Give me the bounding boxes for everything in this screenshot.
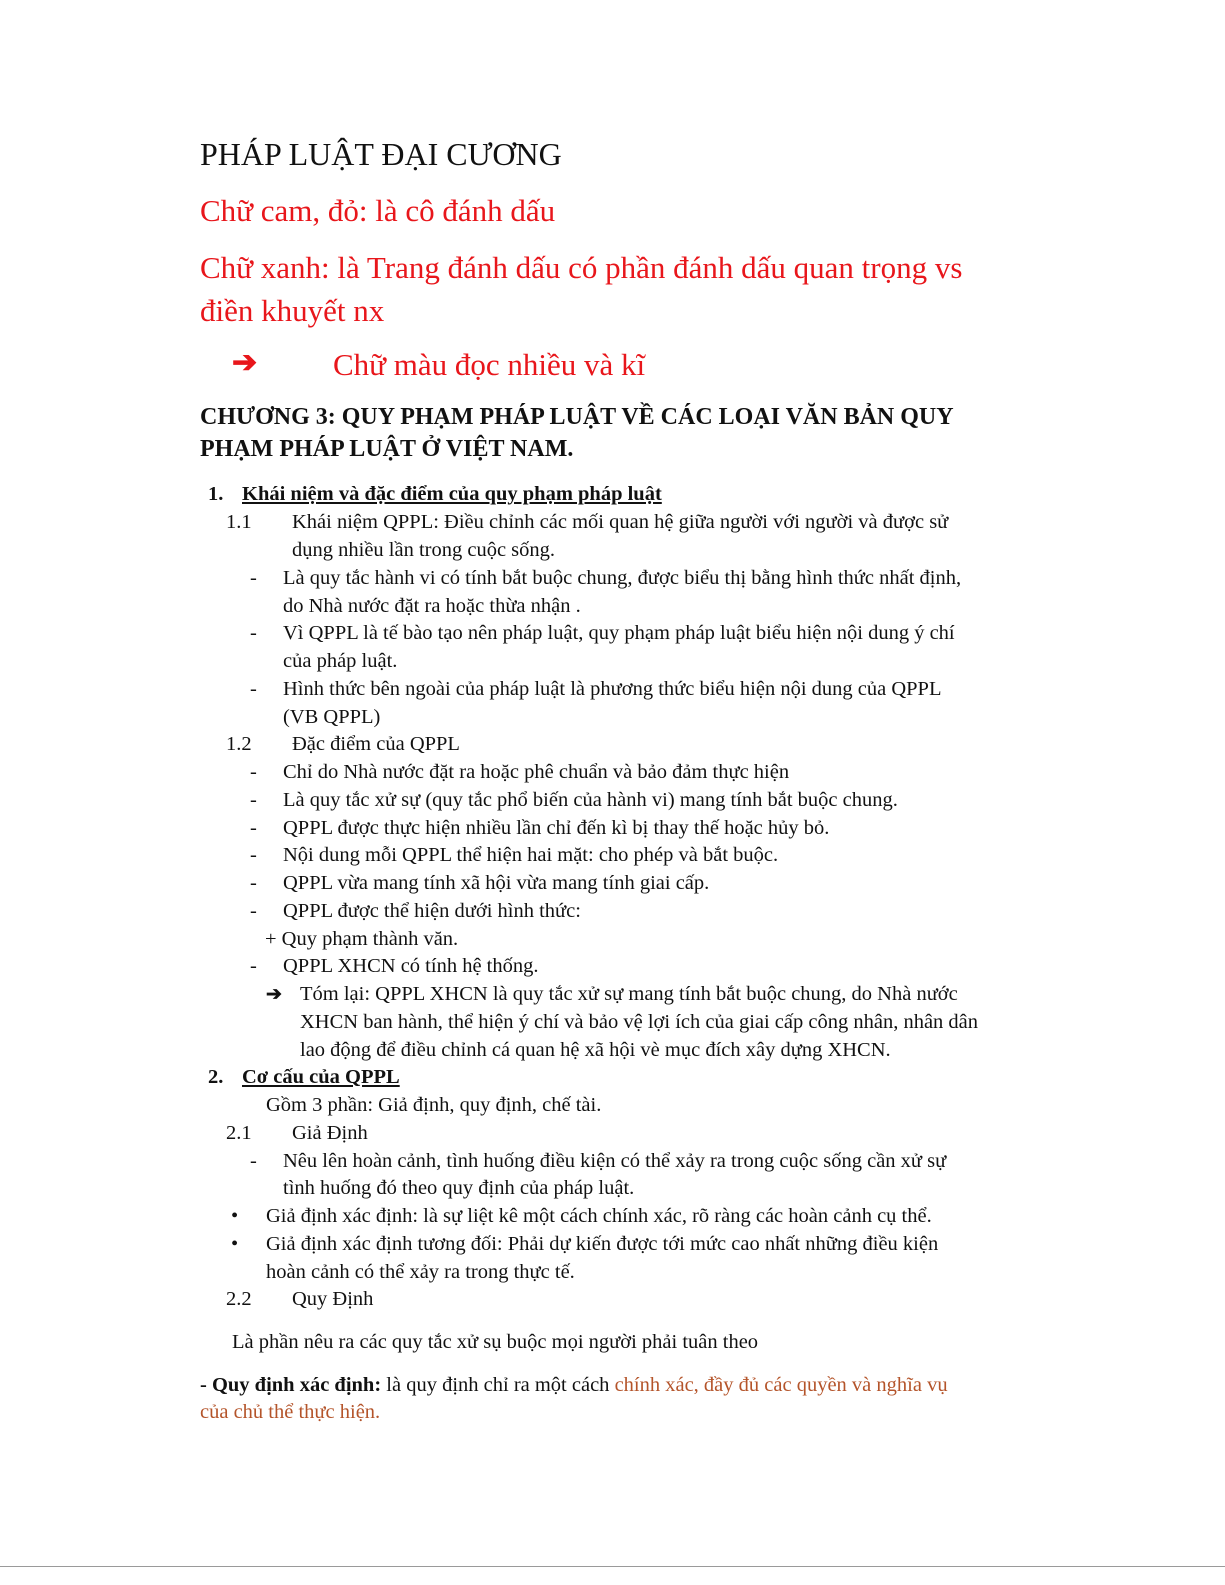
bullet-text: Là quy tắc xử sự (quy tắc phổ biến của hành vi) mang tính bắt buộc chung. [283,789,898,811]
summary-line-1: Tóm lại: QPPL XHCN là quy tắc xử sự mang tính bắt buộc chung, do Nhà nước [300,983,958,1005]
section-1-title: Khái niệm và đặc điểm của quy phạm pháp luật [242,483,662,505]
definition-highlight-2: của chủ thể thực hiện. [200,1401,381,1423]
dot-bullet-icon: • [231,1233,239,1255]
arrow-right-icon: ➔ [232,346,258,379]
dash-bullet-icon: - [250,761,257,783]
dash-bullet-icon: - [250,844,257,866]
definition-term: Quy định xác định: [211,1374,382,1396]
definition-dash: - [200,1374,212,1396]
dash-bullet-icon: - [250,678,257,700]
subsection-1-1-line-1: Khái niệm QPPL: Điều chỉnh các mối quan hệ giữa người với người và được sử [292,511,949,533]
definition-highlight-1: chính xác, đầy đủ các quyền và nghĩa vụ [614,1374,948,1396]
definition-plain: là quy định chỉ ra một cách [381,1374,615,1396]
subsection-2-1-title: Giả Định [292,1122,368,1144]
plus-item: + Quy phạm thành văn. [265,928,459,950]
bullet-text-cont: (VB QPPL) [283,706,381,728]
subsection-2-2-description: Là phần nêu ra các quy tắc xử sụ buộc mọi người phải tuân theo [232,1331,759,1353]
section-2-intro: Gồm 3 phần: Giả định, quy định, chế tài. [266,1094,602,1116]
dot-item-text: Giả định xác định tương đối: Phải dự kiến được tới mức cao nhất những điều kiện [266,1233,939,1255]
bullet-text: QPPL được thực hiện nhiều lần chỉ đến kì bị thay thế hoặc hủy bỏ. [283,817,830,839]
section-1-number: 1. [208,483,224,505]
section-2-number: 2. [208,1066,224,1088]
dot-item-text: Giả định xác định: là sự liệt kê một cách chính xác, rõ ràng các hoàn cảnh cụ thể. [266,1205,932,1227]
note-line-1: Chữ cam, đỏ: là cô đánh dấu [200,193,556,228]
subsection-2-1-number: 2.1 [226,1122,252,1144]
subsection-1-2-number: 1.2 [226,733,252,755]
bullet-text: Vì QPPL là tế bào tạo nên pháp luật, quy phạm pháp luật biểu hiện nội dung ý chí [283,622,955,644]
dash-bullet-icon: - [250,900,257,922]
dash-bullet-icon: - [250,955,257,977]
bullet-text: Hình thức bên ngoài của pháp luật là phương thức biểu hiện nội dung của QPPL [283,678,942,700]
subsection-1-1-number: 1.1 [226,511,252,533]
bullet-text-cont: do Nhà nước đặt ra hoặc thừa nhận . [283,595,581,617]
bullet-text: QPPL XHCN có tính hệ thống. [283,955,539,977]
note-arrow-text: Chữ màu đọc nhiều và kĩ [333,347,646,382]
bullet-text-cont: của pháp luật. [283,650,398,672]
note-line-2b: điền khuyết nx [200,293,385,328]
dash-bullet-icon: - [250,622,257,644]
subsection-2-2-title: Quy Định [292,1288,374,1310]
chapter-heading-line-1: CHƯƠNG 3: QUY PHẠM PHÁP LUẬT VỀ CÁC LOẠI VĂN BẢN QUY [200,404,954,430]
bullet-text: Nội dung mỗi QPPL thể hiện hai mặt: cho phép và bắt buộc. [283,844,779,866]
dot-bullet-icon: • [231,1205,239,1227]
section-2-title: Cơ cấu của QPPL [242,1066,400,1088]
bullet-text: Nêu lên hoàn cảnh, tình huống điều kiện có thể xảy ra trong cuộc sống cần xử sự [283,1150,947,1172]
bullet-text: Là quy tắc hành vi có tính bắt buộc chung, được biểu thị bằng hình thức nhất định, [283,567,962,589]
subsection-2-2-number: 2.2 [226,1288,252,1310]
dash-bullet-icon: - [250,567,257,589]
note-line-2a: Chữ xanh: là Trang đánh dấu có phần đánh dấu quan trọng vs [200,250,963,285]
bullet-text: QPPL vừa mang tính xã hội vừa mang tính giai cấp. [283,872,710,894]
dot-item-text-cont: hoàn cảnh có thể xảy ra trong thực tế. [266,1261,575,1283]
page-bottom-divider [0,1566,1225,1567]
document-title: PHÁP LUẬT ĐẠI CƯƠNG [200,136,562,172]
dash-bullet-icon: - [250,1150,257,1172]
chapter-heading-line-2: PHẠM PHÁP LUẬT Ở VIỆT NAM. [200,436,574,462]
definition-line-1 [200,1374,948,1397]
summary-line-3: lao động để điều chỉnh cá quan hệ xã hội vè mục đích xây dựng XHCN. [300,1039,891,1061]
dash-bullet-icon: - [250,872,257,894]
subsection-1-2-title: Đặc điểm của QPPL [292,733,460,755]
subsection-1-1-line-2: dụng nhiều lần trong cuộc sống. [292,539,556,561]
dash-bullet-icon: - [250,789,257,811]
arrow-right-icon: ➔ [266,984,282,1005]
bullet-text: Chỉ do Nhà nước đặt ra hoặc phê chuẩn và bảo đảm thực hiện [283,761,790,783]
bullet-text: QPPL được thể hiện dưới hình thức: [283,900,581,922]
dash-bullet-icon: - [250,817,257,839]
summary-line-2: XHCN ban hành, thể hiện ý chí và bảo vệ lợi ích của giai cấp công nhân, nhân dân [300,1011,979,1033]
bullet-text-cont: tình huống đó theo quy định của pháp luật. [283,1177,635,1199]
